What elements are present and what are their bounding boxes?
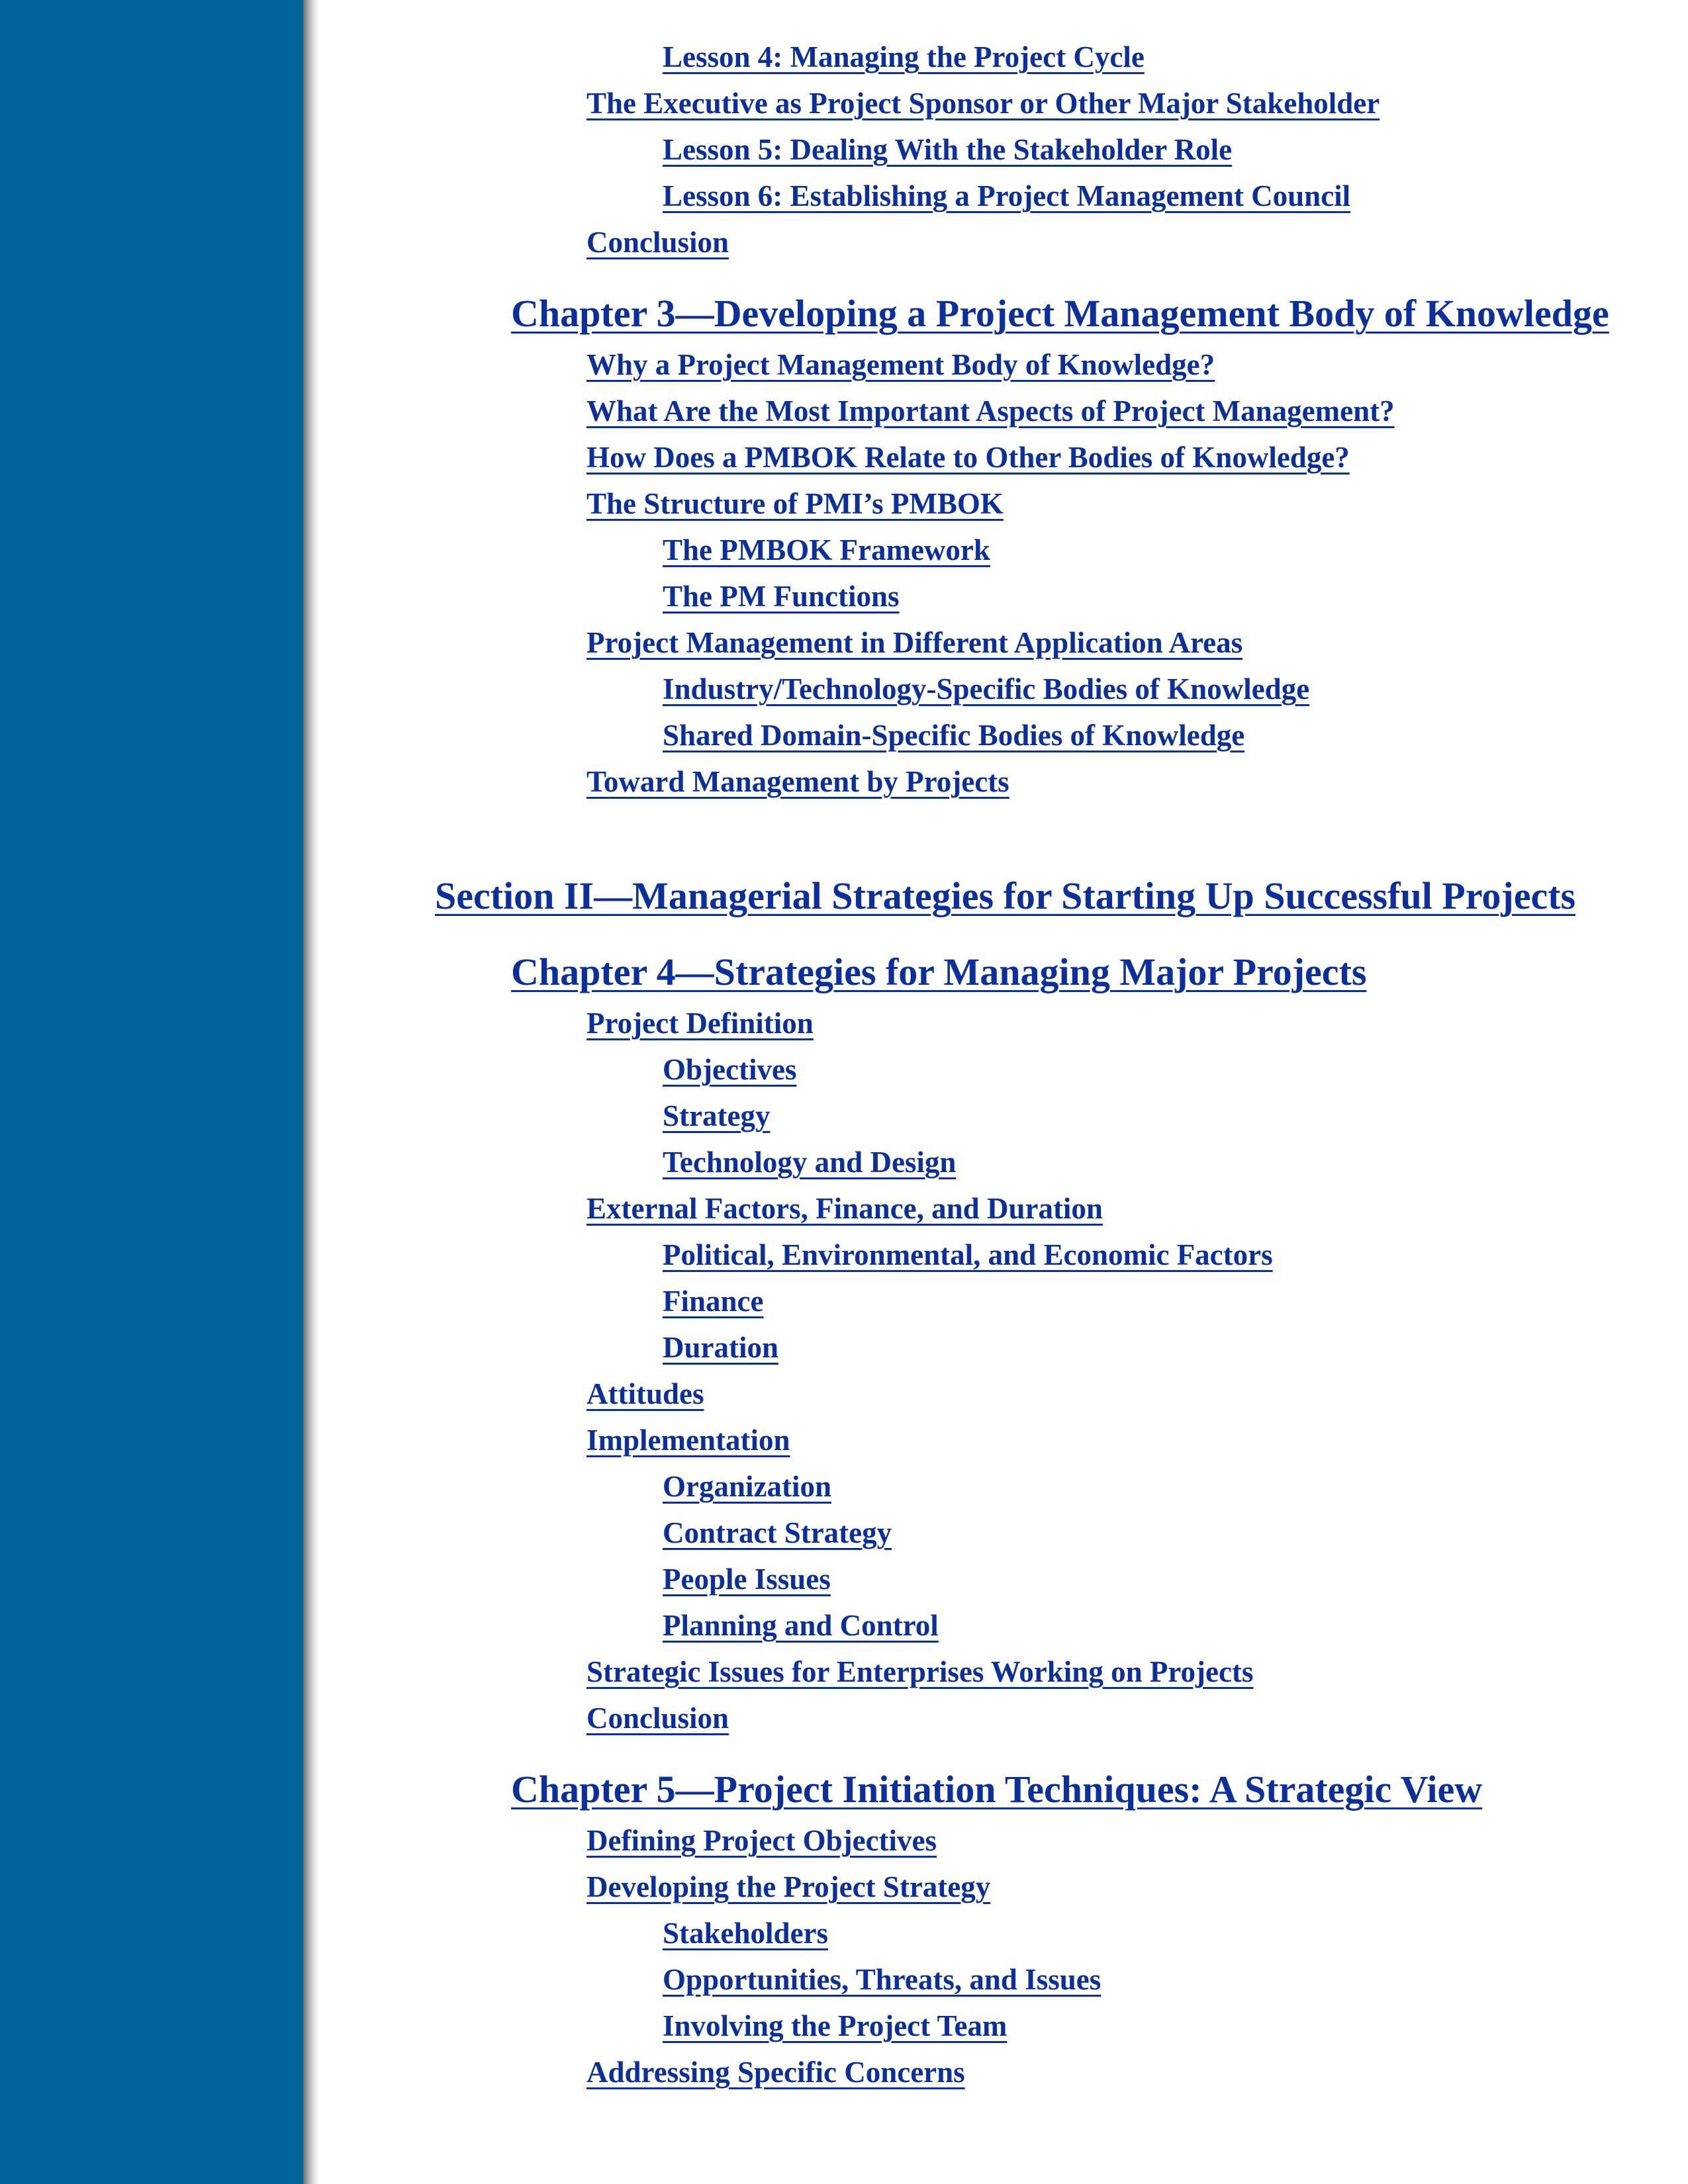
toc-link-lesson-5[interactable]: Lesson 5: Dealing With the Stakeholder Role (663, 133, 1233, 166)
toc-link-important-aspects[interactable]: What Are the Most Important Aspects of Project Management? (586, 394, 1395, 428)
toc-link-people-issues[interactable]: People Issues (663, 1563, 831, 1596)
toc-link-implementation[interactable]: Implementation (586, 1424, 790, 1457)
toc-link-political-factors[interactable]: Political, Environmental, and Economic Factors (663, 1238, 1273, 1271)
toc-link-project-definition[interactable]: Project Definition (586, 1007, 814, 1040)
toc-link-chapter-3[interactable]: Chapter 3—Developing a Project Management Body of Knowledge (511, 292, 1609, 335)
toc-link-strategic-issues[interactable]: Strategic Issues for Enterprises Working on Projects (586, 1655, 1254, 1688)
toc-link-conclusion-ch4[interactable]: Conclusion (586, 1702, 729, 1735)
toc-link-specific-concerns[interactable]: Addressing Specific Concerns (586, 2056, 965, 2089)
toc-link-duration[interactable]: Duration (663, 1331, 779, 1364)
toc-link-technology-design[interactable]: Technology and Design (663, 1146, 957, 1179)
toc-link-application-areas[interactable]: Project Management in Different Application Areas (586, 626, 1243, 659)
toc-link-pm-functions[interactable]: The PM Functions (663, 580, 900, 613)
toc-link-management-by-projects[interactable]: Toward Management by Projects (586, 765, 1009, 798)
toc-link-executive-sponsor[interactable]: The Executive as Project Sponsor or Other Major Stakeholder (586, 87, 1380, 120)
toc-link-strategy[interactable]: Strategy (663, 1099, 771, 1132)
toc-link-external-factors[interactable]: External Factors, Finance, and Duration (586, 1192, 1103, 1225)
toc-link-objectives[interactable]: Objectives (663, 1053, 797, 1086)
toc-link-contract-strategy[interactable]: Contract Strategy (663, 1516, 892, 1549)
toc-link-planning-control[interactable]: Planning and Control (663, 1609, 939, 1642)
toc-link-structure-pmbok[interactable]: The Structure of PMI’s PMBOK (586, 487, 1004, 520)
toc-link-developing-strategy[interactable]: Developing the Project Strategy (586, 1870, 991, 1903)
toc-link-lesson-6[interactable]: Lesson 6: Establishing a Project Management Council (663, 179, 1351, 212)
toc-link-involving-team[interactable]: Involving the Project Team (663, 2009, 1008, 2042)
toc-link-opportunities-threats[interactable]: Opportunities, Threats, and Issues (663, 1963, 1102, 1996)
toc-link-conclusion-ch2[interactable]: Conclusion (586, 226, 729, 259)
toc-link-chapter-4[interactable]: Chapter 4—Strategies for Managing Major Projects (511, 950, 1367, 993)
toc-link-section-2[interactable]: Section II—Managerial Strategies for Starting Up Successful Projects (435, 874, 1576, 917)
toc-link-chapter-5[interactable]: Chapter 5—Project Initiation Techniques: A Strategic View (511, 1768, 1483, 1811)
toc-link-pmbok-framework[interactable]: The PMBOK Framework (663, 533, 990, 567)
toc-link-stakeholders[interactable]: Stakeholders (663, 1917, 829, 1950)
toc-link-defining-objectives[interactable]: Defining Project Objectives (586, 1824, 937, 1857)
toc-link-finance[interactable]: Finance (663, 1285, 764, 1318)
toc-link-attitudes[interactable]: Attitudes (586, 1377, 704, 1410)
toc-link-organization[interactable]: Organization (663, 1470, 831, 1503)
toc-link-lesson-4[interactable]: Lesson 4: Managing the Project Cycle (663, 40, 1145, 73)
toc-link-why-pmbok[interactable]: Why a Project Management Body of Knowledge? (586, 348, 1215, 381)
toc-link-industry-bodies[interactable]: Industry/Technology-Specific Bodies of Knowledge (663, 672, 1310, 705)
toc-link-pmbok-relate[interactable]: How Does a PMBOK Relate to Other Bodies of Knowledge? (586, 441, 1350, 474)
toc-link-shared-domain[interactable]: Shared Domain-Specific Bodies of Knowledge (663, 719, 1245, 752)
